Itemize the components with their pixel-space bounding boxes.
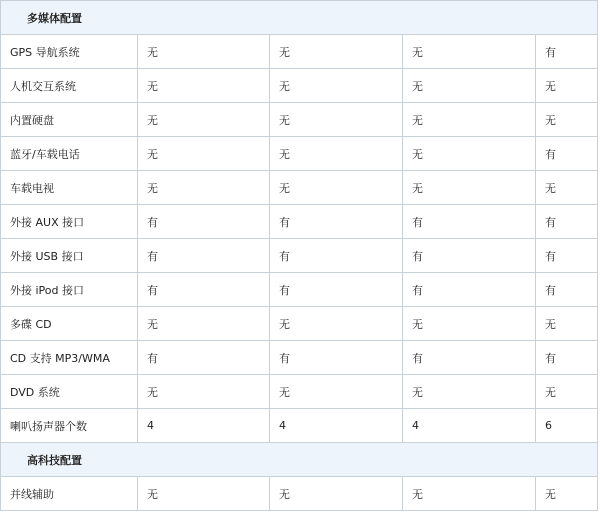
row-value-cell: 无: [403, 477, 536, 511]
row-value-cell: 4: [138, 409, 270, 443]
row-value-cell: 无: [403, 307, 536, 341]
section-title: 高科技配置: [1, 443, 598, 477]
table-row: [1, 341, 598, 375]
row-value-cell: 无: [270, 69, 403, 103]
row-value-cell: 无: [536, 307, 598, 341]
row-value-cell: 有: [536, 35, 598, 69]
row-value-cell: 无: [403, 69, 536, 103]
row-value-cell: 有: [403, 273, 536, 307]
row-value-cell: 无: [536, 171, 598, 205]
row-value-cell: 有: [403, 239, 536, 273]
row-value-cell: 无: [270, 171, 403, 205]
row-value-cell: 无: [270, 477, 403, 511]
row-value-cell: 有: [270, 239, 403, 273]
row-value-cell: 有: [138, 341, 270, 375]
row-value-cell: 有: [270, 273, 403, 307]
row-value-cell: 有: [403, 341, 536, 375]
row-value-cell: 无: [536, 103, 598, 137]
row-label: 人机交互系统: [1, 69, 138, 103]
table-row: [1, 273, 598, 307]
table-row: [1, 69, 598, 103]
row-label: DVD 系统: [1, 375, 138, 409]
section-header-row: [1, 443, 598, 477]
table-row: [1, 35, 598, 69]
row-label: 外接 AUX 接口: [1, 205, 138, 239]
row-value-cell: 无: [403, 375, 536, 409]
row-value-cell: 无: [536, 69, 598, 103]
row-value-cell: 无: [138, 137, 270, 171]
row-value-cell: 无: [138, 103, 270, 137]
section-header-row: [1, 1, 598, 35]
section-title: 多媒体配置: [1, 1, 598, 35]
row-value-cell: 无: [270, 375, 403, 409]
row-value-cell: 6: [536, 409, 598, 443]
row-value-cell: 无: [270, 137, 403, 171]
row-label: 多碟 CD: [1, 307, 138, 341]
row-value-cell: 有: [270, 205, 403, 239]
row-label: 喇叭扬声器个数: [1, 409, 138, 443]
row-value-cell: 无: [270, 103, 403, 137]
row-value-cell: 无: [270, 307, 403, 341]
row-value-cell: 4: [403, 409, 536, 443]
row-value-cell: 无: [536, 477, 598, 511]
row-value-cell: 无: [138, 69, 270, 103]
row-value-cell: 无: [138, 375, 270, 409]
row-label: GPS 导航系统: [1, 35, 138, 69]
row-value-cell: 有: [536, 205, 598, 239]
row-label: 蓝牙/车载电话: [1, 137, 138, 171]
row-value-cell: 无: [138, 477, 270, 511]
row-value-cell: 有: [270, 341, 403, 375]
row-value-cell: 无: [403, 137, 536, 171]
row-value-cell: 无: [138, 307, 270, 341]
table-row: [1, 103, 598, 137]
row-label: 车载电视: [1, 171, 138, 205]
row-value-cell: 有: [138, 273, 270, 307]
row-label: 外接 iPod 接口: [1, 273, 138, 307]
row-value-cell: 有: [536, 273, 598, 307]
row-value-cell: 无: [270, 35, 403, 69]
table-row: [1, 137, 598, 171]
table-row: [1, 375, 598, 409]
row-value-cell: 无: [403, 35, 536, 69]
row-value-cell: 有: [138, 205, 270, 239]
row-value-cell: 有: [536, 137, 598, 171]
row-value-cell: 无: [403, 171, 536, 205]
row-value-cell: 无: [138, 35, 270, 69]
row-label: CD 支持 MP3/WMA: [1, 341, 138, 375]
row-label: 内置硬盘: [1, 103, 138, 137]
row-value-cell: 有: [403, 205, 536, 239]
row-label: 外接 USB 接口: [1, 239, 138, 273]
row-value-cell: 无: [138, 171, 270, 205]
table-row: [1, 239, 598, 273]
table-row: [1, 409, 598, 443]
row-value-cell: 无: [403, 103, 536, 137]
row-value-cell: 有: [536, 239, 598, 273]
spec-table-body: [1, 1, 598, 511]
row-value-cell: 4: [270, 409, 403, 443]
row-value-cell: 有: [536, 341, 598, 375]
row-value-cell: 无: [536, 375, 598, 409]
row-label: 并线辅助: [1, 477, 138, 511]
table-row: [1, 477, 598, 511]
row-value-cell: 有: [138, 239, 270, 273]
table-row: [1, 205, 598, 239]
table-row: [1, 171, 598, 205]
table-row: [1, 307, 598, 341]
